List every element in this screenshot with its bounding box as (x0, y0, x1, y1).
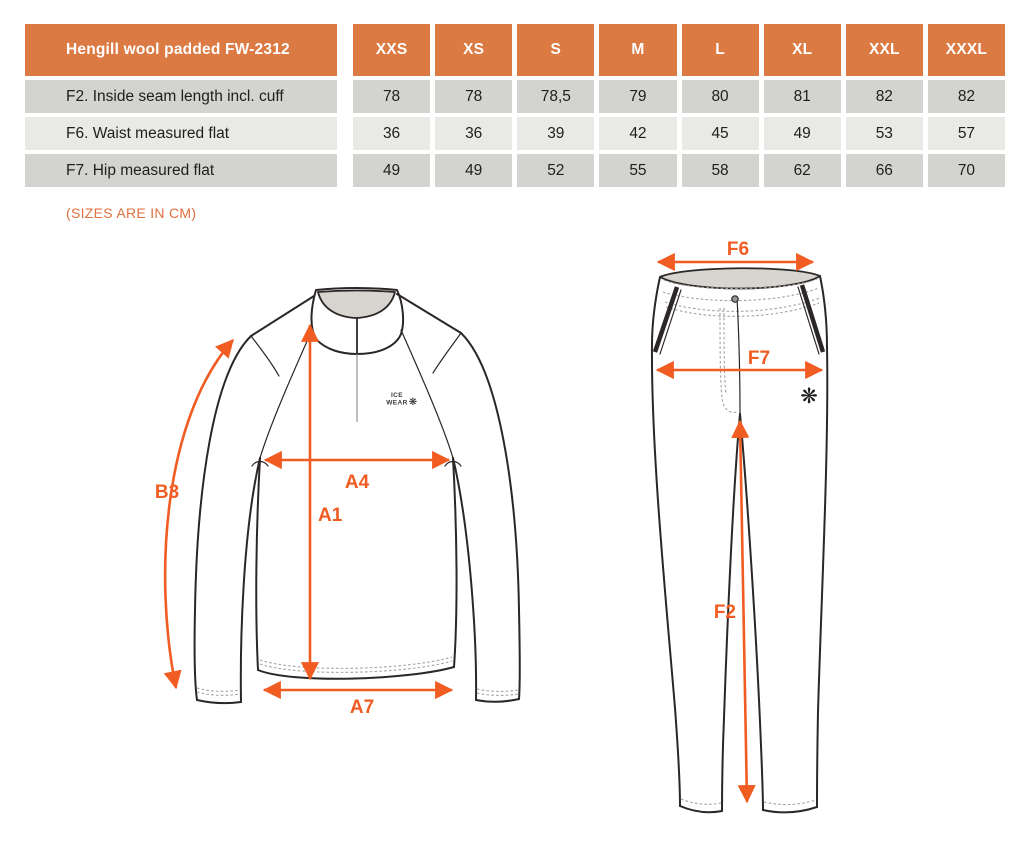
measurement-label-f2: F2 (713, 602, 736, 623)
value-cell: 39 (517, 117, 594, 150)
measurement-arrow-a1 (310, 325, 343, 679)
table-row (25, 80, 1005, 113)
value-cell: 36 (435, 117, 512, 150)
value-cell: 53 (846, 117, 923, 150)
value-cell: 45 (682, 117, 759, 150)
logo-text-ice: ICE (390, 392, 404, 399)
pants-outline (652, 268, 827, 812)
value-cell: 82 (846, 80, 923, 113)
size-column-header: XXL (846, 24, 923, 76)
sizes-unit-note: (SIZES ARE IN CM) (66, 205, 197, 221)
table-title: Hengill wool padded FW-2312 (25, 24, 337, 76)
value-cell: 52 (517, 154, 594, 187)
size-column-header: XL (764, 24, 841, 76)
value-cell: 81 (764, 80, 841, 113)
value-cell: 49 (353, 154, 430, 187)
value-cell: 80 (682, 80, 759, 113)
measurement-label-b3: B3 (154, 482, 180, 503)
value-cell: 70 (928, 154, 1005, 187)
measurement-label-a4: A4 (344, 472, 370, 493)
pants-diagram (630, 240, 950, 850)
table-row (25, 117, 1005, 150)
value-cell: 58 (682, 154, 759, 187)
row-label: F6. Waist measured flat (25, 117, 337, 150)
row-label: F7. Hip measured flat (25, 154, 337, 187)
table-row (25, 154, 1005, 187)
measurement-arrow-a7 (264, 690, 452, 718)
measurement-label-f6: F6 (726, 240, 750, 260)
collar-inside (318, 291, 395, 319)
sweater-outline (195, 288, 520, 703)
value-cell: 57 (928, 117, 1005, 150)
size-column-header: M (599, 24, 676, 76)
size-column-header: XS (435, 24, 512, 76)
measurement-arrow-f6 (658, 240, 813, 262)
measurement-arrow-a4 (265, 460, 449, 493)
value-cell: 79 (599, 80, 676, 113)
size-column-header: XXXL (928, 24, 1005, 76)
size-column-header: L (682, 24, 759, 76)
measurement-label-a7: A7 (349, 697, 375, 718)
value-cell: 78 (353, 80, 430, 113)
value-cell: 62 (764, 154, 841, 187)
value-cell: 55 (599, 154, 676, 187)
value-cell: 66 (846, 154, 923, 187)
value-cell: 78,5 (517, 80, 594, 113)
waist-button (732, 296, 738, 302)
value-cell: 36 (353, 117, 430, 150)
measurement-label-f7: F7 (747, 348, 771, 369)
snowflake-icon: ❋ (800, 384, 818, 408)
measurement-label-a1: A1 (318, 505, 343, 526)
value-cell: 82 (928, 80, 1005, 113)
size-table-header (25, 24, 1005, 76)
value-cell: 78 (435, 80, 512, 113)
right-pocket (802, 285, 823, 352)
size-table-body (25, 80, 1005, 187)
sweater-brand-logo (386, 392, 417, 408)
size-table (25, 24, 1005, 187)
snowflake-icon: ❋ (408, 397, 418, 408)
value-cell: 49 (435, 154, 512, 187)
left-pocket (655, 287, 677, 352)
row-label: F2. Inside seam length incl. cuff (25, 80, 337, 113)
value-cell: 49 (764, 117, 841, 150)
measurement-arrow-f2 (714, 421, 747, 802)
size-column-header: S (517, 24, 594, 76)
value-cell: 42 (599, 117, 676, 150)
logo-text-wear: WEAR (386, 399, 408, 407)
size-column-header: XXS (353, 24, 430, 76)
sweater-diagram (140, 250, 580, 740)
